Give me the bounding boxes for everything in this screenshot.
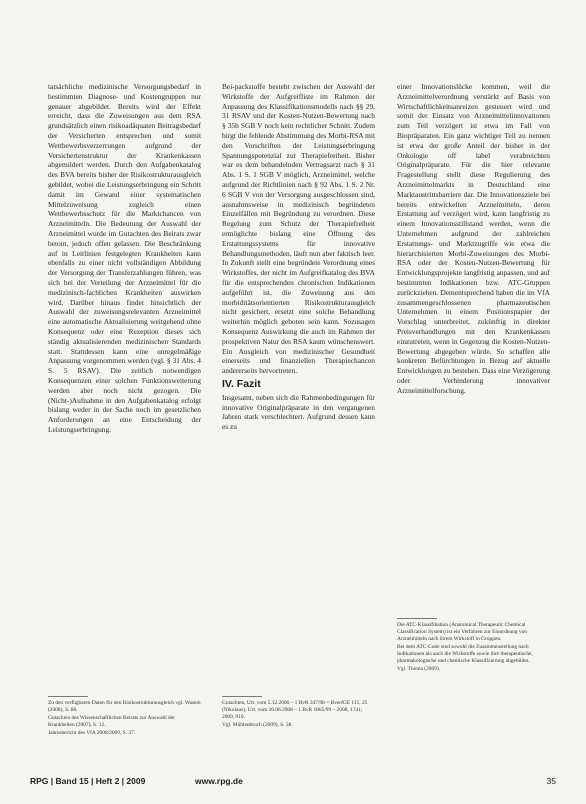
footnote-divider [222,696,262,697]
page-footer [30,776,556,786]
footnote: Die ATC-Klassifikation (Anatomical Therapeutic Chemical Classification System) ist ein Verfahren zur Einordnung von Arzneimitteln nach ihrem Wirkstoff in Gruppen. [397,622,527,642]
footnote: Bei dem ATC-Code sind sowohl die Zusammenstellung nach Indikationen als auch die Wirkstoffe sowie ihre therapeutische, pharmakologische und chemische Klassifizierung abgebildet. [397,644,533,664]
footnotes-right [397,622,550,762]
text-column-middle [222,82,375,530]
footnote: Vgl. Thoma (2009). [397,666,441,672]
footnote: Vgl. Mühlenbruch (2009), S. 38. [222,722,293,728]
footnote: Zu den verfügbaren Daten für den Risikostrukturausgleich vgl. Wasem (2008), S. 88. [48,700,201,713]
text-column-left [48,82,201,632]
footnotes-middle [222,700,375,760]
body-paragraph: tatsächliche medizinische Versorgungsbedarf in bestimmten Diagnose- und Kostengruppen nur genauer abgebildet. Bereits wird der Effekt erreicht, dass die Zuweisungen aus dem RSA grundsätzlich einen risikoadäquaten Beitragsbedarf der Versicherten entsprechen und somit Wettbewerbsverzerrungen aufgrund der Versichertenstruktur der Krankenkassen abgemildert werden. Durch den Aufgabenkatalog des BVA bereits bisher der Risikostrukturausgleich gebildet, wobei die Leistungserbringung ein Schritt damit im Gewand einer systematischen Mittelzuweisung zugleich einen Wettbewerbsschutz für die Marktchancen von Arzneimitteln. Die Bedeutung der Auswahl der Arzneimittel wurde im Gutachten des Beirats zwar betont, jedoch offen gelassen. Die Beschränkung auf in Leitlinien festgelegten Krankheiten kann ebenfalls zu einer nicht vollständigen Abbildung der Versorgung der Transferzahlungen führen, was sich bei der Verteilung der Arzneimittel für die medizinisch-fachlichen Krankheiten auswirken wird. Darüber hinaus findet hinsichtlich der Auswahl der zuweisungsrelevanten Arzneimittel eine automatische Aktualisierung weitgehend ohne Konsequenz oder eine Rezeption dieses sich ständig aktualisierenden medizinischen Standards statt. Stattdessen kann eine unregelmäßige Anpassung vorgenommen werden (vgl. § 31 Abs. 4 S. 5 RSAV). Die zeitlich notwendigen Konsequenzen einer solchen Funktionsweiterung werden aber noch nicht gezogen. Die (Nicht-)Aufnahme in den Aufgabenkatalog erfolgt bislang weder in der Sache noch im gesetzlichen Anforderungen an eine Entscheidung der Leistungserbringung. [48,82,201,434]
body-paragraph: Bei-packstoffe besteht zwischen der Auswahl der Wirkstoffe der Aufgreifliste im Rahmen der Anpassung des Klassifikationsmodells nach §§ 29, 31 RSAV und der Kosten-Nutzen-Bewertung nach § 35b SGB V noch kein rechtlicher Schnitt. Zudem birgt die fehlende Abstimmung des Morbi-RSA mit den Vorschriften der Leistungserbringung Spannungspotenzial zur Therapiefreiheit. Bisher war es dem behandelnden Vertragsarzt nach § 31 Abs. 1 S. 1 SGB V möglich, Arzneimittel, welche aufgrund der Richtlinien nach § 92 Abs. 1 S. 2 Nr. 6 SGB V von der Versorgung ausgeschlossen sind, ausnahmsweise in medizinisch begründeten Einzelfällen mit Begründung zu verordnen. Diese Regelung zum Schutz der Therapiefreiheit ermöglichte bislang eine Öffnung des Erstattungssystems für innovative Behandlungsmethoden, läuft nun aber faktisch leer. In Zukunft stellt eine begründete Verordnung eines Wirkstoffes, der nicht im Aufgreifkatalog des BVA für die entsprechenden chronischen Indikationen aufgeführt ist, die Zuweisung aus den morbiditätsorientierten Risikostrukturausgleich nicht gesichert, ersetzt eine solche Behandlung weiterhin möglich geboten sein kann. Sozusagen Konsequenz Auswirkung die auch im Rahmen der prospektiven Natur des RSA kaum wünschenswert. Ein Ausgleich von medizinischer Gesundheit einerseits und finanziellen Therapiechancen andererseits hervortreten. [222,82,375,376]
footnote: Gutachten, Urt. vom 5.12.2006 – 1 BvR 347/98 = BverfGE 115, 25 (Nikolaus), Urt. vom 26.06.2008 – 1 BvR 1865/99 – 2008, 1741; 2009, 910. [222,700,368,720]
body-paragraph: einer Innovationslücke kommen, weil die Arzneimittelverordnung verstärkt auf Basis von Wirtschaftlichkeitsanreizen gesteuert wird und somit der Einsatz von Arzneimittelinnovationen zum Teil verzögert ist etwa im Fall von Biopräparaten. Ein ganz wichtiger Teil zu nennen ist etwa der große Anteil der bisher in der Onkologie off label verabreichten Originalpräparate. Für die hier relevante Fragestellung stellt diese Regulierung des Arzneimittelmarkts in Deutschland eine Marktaustrittsbarriere dar. Die Innovationsziele bei bereits entwickelten Arzneimitteln, deren Erstattung auf verzögert wird, kann langfristig zu einem Innovationsstillstand werden, wenn die Unternehmen aufgrund der zahlreichen Erstattungs- und Marktzugriffe wie etwa die hierarchisierten Morbi-Zuweisungen des Morbi-RSA oder der Kosten-Nutzen-Bewertung für Entwicklungsprojekte langfristig anpassen, und auf bestimmten Indikationen bzw. ATC-Gruppen zurückziehen. Dementsprechend haben die im VfA zusammengeschlossenen pharmazeutischen Unternehmen in einem Positionspapier der Vorschlag unterbreitet, zukünftig in direkter Preisverhandlungen mit den Krankenkassen einzutreten, wenn in Gegenzug die Kosten-Nutzen-Bewertung abgegeben würde. So schaffen alle konkreten Befürchtungen in Bezug auf aktuelle Entwicklungen zu bestehen. Dass eine Verzögerung oder Verhinderung innovativer Arzneimittelforschung. [397,82,550,395]
journal-citation: RPG | Band 15 | Heft 2 | 2009 [30,776,146,786]
body-paragraph: Insgesamt, neben sich die Rahmenbedingungen für innovative Originalpräparate in den vergangenen Jahren stark verschlechtert. Aufgrund dessen kann es zu [222,392,375,432]
section-heading: IV. Fazit [222,377,261,390]
footnote-divider [397,618,437,619]
footnotes-left [48,700,201,760]
text-column-right [397,82,550,597]
page-number: 35 [546,776,556,786]
journal-url-link[interactable]: www.rpg.de [195,776,243,786]
footnote: Gutachten des Wissenschaftlichen Beirats zur Auswahl der Krankheiten (2007), S. 12. [48,715,175,728]
footnote-divider [48,696,88,697]
footnote: Jahresbericht des VfA 2008/2009, S. 37. [48,730,136,736]
